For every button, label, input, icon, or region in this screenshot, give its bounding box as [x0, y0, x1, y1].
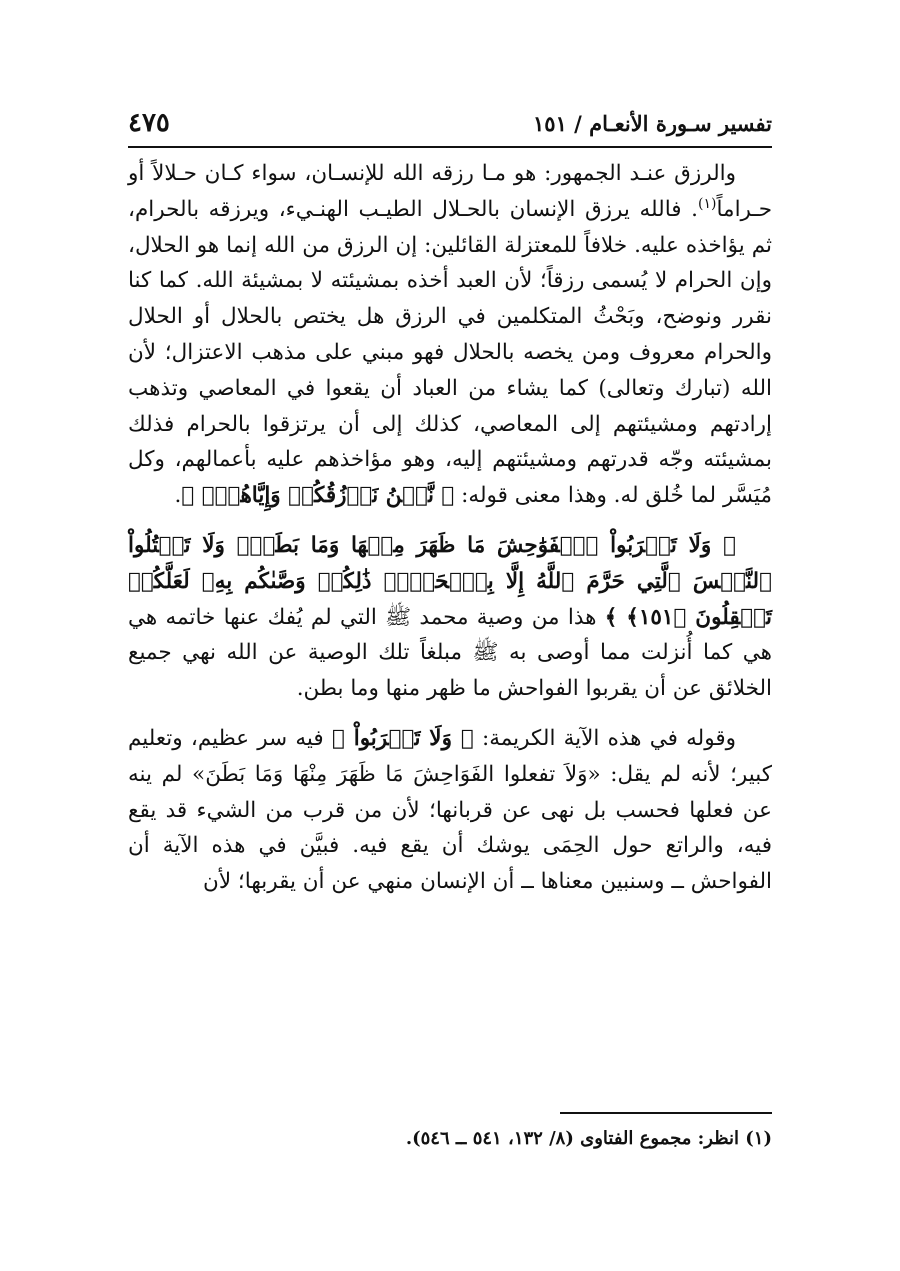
paragraph-text: . فالله يرزق الإنسان بالحـلال الطيـب الهنـيء، ويرزقه بالحرام، ثم يؤاخذه عليه. خلافاً للمعتزلة القائلين: إن الرزق من الله إنما هو الحلال، وإن الحرام لا يُسمى رزقاً؛ لأن العبد أخذه بمشيئته لا بمشيئة الله. كما كنا نقرر ونوضح، وبَحْثُ المتكلمين في الرزق هل يختص بالحلال أو الحلال والحرام معروف ومن يخصه بالحلال فهو مبني على مذهب الاعتزال؛ لأن الله (تبارك وتعالى) كما يشاء من العباد أن يقعوا في المعاصي وتذهب إرادتهم ومشيئتهم إلى المعاصي، كذلك إلى أن يرتزقوا بالحرام فذلك بمشيئته وجّه قدرتهم ومشيئتهم إليه، وهو مؤاخذهم عليه بأعمالهم، وكل مُيَسَّر لما خُلق له. وهذا معنى قوله:	[128, 196, 772, 509]
footnote: (١) انظر: مجموع الفتاوى (٨/ ١٣٢، ٥٤١ ــ ٥٤٦).	[405, 1128, 772, 1149]
paragraph-text: فيه سر عظيم، وتعليم كبير؛ لأنه لم يقل: «وَلاَ تفعلوا الفَوَاحِشَ مَا ظَهَرَ مِنْهَا وَمَا بَطَنَ» لم ينه عن فعلها فحسب بل نهى عن قربانها؛ لأن من قرب من الشيء قد يقع فيه، والراتع حول الحِمَى يوشك أن يقع فيه. فبيَّن في هذه الآية أن الفواحش ــ وسنبين معناها ــ أن الإنسان منهي عن أن يقربها؛ لأن	[128, 725, 772, 895]
paragraph-text: هذا من وصية محمد ﷺ التي لم يُفك عنها خاتمه هي هي كما أُنزلت مما أوصى به ﷺ مبلغاً تلك الوصية عن الله نهي جميع الخلائق عن أن يقربوا الفواحش ما ظهر منها وما بطن.	[128, 604, 772, 702]
page-header	[128, 98, 772, 142]
header-rule	[128, 146, 772, 148]
paragraph-end: .	[174, 483, 182, 509]
paragraph-text: والرزق عنـد الجمهور: هو مـا رزقه الله للإنسـان، سواء كـان حـلالاً أو حـراماً	[128, 161, 772, 222]
paragraph-rizq	[128, 156, 772, 514]
paragraph-commentary	[128, 721, 772, 900]
body-text	[128, 156, 772, 900]
footnote-rule	[560, 1112, 772, 1114]
quran-verse: ﴿ وَلَا تَقۡرَبُواْ ٱلۡفَوَٰحِشَ مَا ظَهَرَ مِنۡهَا وَمَا بَطَنَۖ وَلَا تَقۡتُلُواْ ٱلنَّفۡسَ ٱلَّتِي حَرَّمَ ٱللَّهُ إِلَّا بِٱلۡحَقِّۚ ذَٰلِكُمۡ وَصَّىٰكُم بِهِۦ لَعَلَّكُمۡ تَعۡقِلُونَ ﴿١٥١﴾ ﴾	[128, 532, 772, 630]
running-title: تفسير سـورة الأنعـام / ١٥١	[533, 111, 772, 136]
quran-verse: ﴿ وَلَا تَقۡرَبُواْ ﴾	[331, 725, 474, 751]
paragraph-text: وقوله في هذه الآية الكريمة:	[481, 725, 736, 751]
footnote-reference: (١)	[698, 195, 717, 212]
quran-verse: ﴿ نَّحۡنُ نَرۡزُقُكُمۡ وَإِيَّاهُمۡۖ ﴾	[181, 483, 455, 509]
paragraph-verse-151	[128, 528, 772, 707]
page-number: ٤٧٥	[128, 108, 170, 138]
